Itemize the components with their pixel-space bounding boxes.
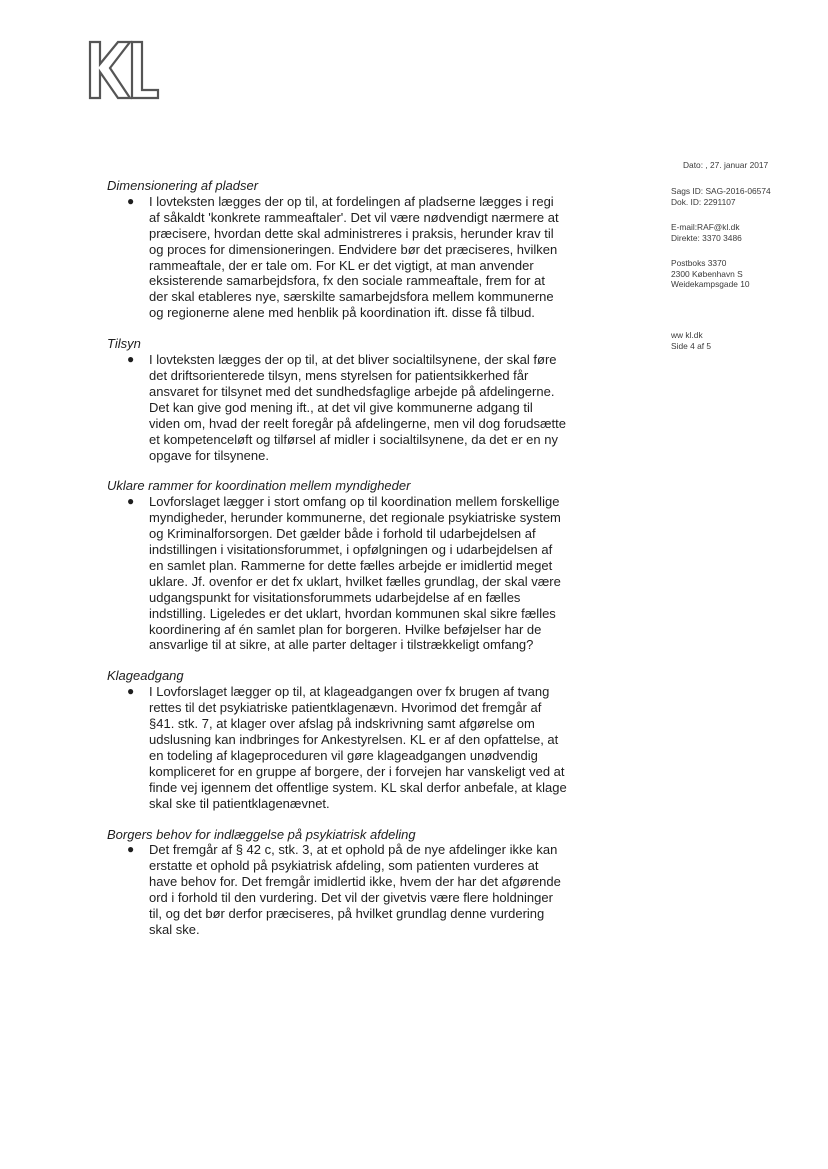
bullet-list (107, 352, 567, 463)
address-line: 2300 København S (671, 268, 743, 279)
postal-address (671, 258, 750, 290)
bullet-list (107, 494, 567, 653)
section-tilsyn (107, 336, 567, 463)
section-klageadgang (107, 668, 567, 811)
bullet-text: I Lovforslaget lægger op til, at klageadgangen over fx brugen af tvang rettes til det psykiatriske patientklagenævn. Hvorimod det fremgår af §41. stk. 7, at klager over afslag på indskrivning samt afgørelse om udslusning kan indbringes for Ankestyrelsen. KL er af den opfattelse, at en todeling af klageproceduren vil gøre klageadgangen unødvendig kompliceret for en gruppe af borgere, der i forvejen har vanskeligt ved at finde vej igennem det offentlige system. KL skal derfor anbefale, at klage skal ske til patientklagenævnet. (149, 684, 567, 811)
case-info (671, 186, 771, 207)
bullet-icon: ● (127, 842, 135, 857)
website: ww kl.dk (671, 330, 703, 340)
bullet-text: Lovforslaget lægger i stort omfang op til koordination mellem forskellige myndigheder, herunder kommunerne, det regionale psykiatriske system og Kriminalforsorgen. Det gælder både i forhold til udarbejdelsen af indstillingen i visitationsforummet, i opfølgningen og i udarbejdelsen af en samlet plan. Rammerne for dette fælles arbejde er imidlertid meget uklare. Jf. ovenfor er det fx uklart, hvilket fælles grundlag, der skal være udgangspunkt for visitationsforummets udarbejdelse af en fælles indstilling. Ligeledes er det uklart, hvordan kommunen skal sikre fælles koordinering af én samlet plan for borgeren. Hvilke beføjelser har de ansvarlige til at sikre, at alle parter deltager i tilstrækkeligt omfang? (149, 494, 561, 653)
list-item (107, 352, 567, 463)
direct-phone: Direkte: 3370 3486 (671, 232, 742, 243)
section-title: Borgers behov for indlæggelse på psykiatrisk afdeling (107, 826, 416, 842)
bullet-text: Det fremgår af § 42 c, stk. 3, at et ophold på de nye afdelinger ikke kan erstatte et ophold på psykiatrisk afdeling, som patienten vurderes at have behov for. Det fremgår imidlertid ikke, hvem der har det afgørende ord i forhold til den vurdering. Det vil der givetvis være flere holdninger til, og det bør derfor præciseres, på hvilket grundlag denne vurdering skal ske. (149, 842, 561, 937)
list-item (107, 194, 567, 321)
section-title: Uklare rammer for koordination mellem myndigheder (107, 478, 411, 494)
address-line: Postboks 3370 (671, 258, 727, 268)
section-indlaeggelse (107, 827, 567, 938)
bullet-icon: ● (127, 494, 135, 509)
list-item (107, 842, 567, 937)
address-line: Weidekampsgade 10 (671, 279, 750, 289)
list-item (107, 684, 567, 811)
contact-info (671, 222, 742, 243)
kl-logo (88, 40, 160, 100)
section-title: Dimensionering af pladser (107, 178, 259, 193)
bullet-icon: ● (127, 684, 135, 699)
list-item (107, 494, 567, 653)
bullet-icon: ● (127, 193, 135, 208)
section-dimensionering (107, 178, 567, 321)
bullet-list (107, 684, 567, 811)
bullet-list (107, 842, 567, 937)
document-id: Dok. ID: 2291107 (671, 196, 736, 207)
bullet-text: I lovteksten lægges der op til, at det bliver socialtilsynene, der skal føre det driftsorienterede tilsyn, mens styrelsen for patientsikkerhed får ansvaret for tilsynet med det sundhedsfaglige arbejde på afdelingerne. Det kan give god mening ift., at det vil give kommunerne adgang til viden om, hvad der reelt foregår på afdelingerne, men vil dog forudsætte et kompetenceløft og tilførsel af midler i socialtilsynene, da det er en ny opgave for tilsynene. (149, 352, 566, 463)
section-koordination (107, 478, 567, 653)
bullet-icon: ● (127, 352, 135, 367)
web-and-page (671, 330, 711, 351)
bullet-text: I lovteksten lægges der op til, at fordelingen af pladserne lægges i regi af såkaldt 'konkrete rammeaftaler'. Det vil være nødvendigt nærmere at præcisere, hvordan dette skal administreres i praksis, herunder krav til og proces for dimensioneringen. Endvidere bør det præciseres, hvilken rammeaftale, der er tale om. For KL er det vigtigt, at man anvender eksisterende samarbejdsfora, fx den sociale rammeaftale, frem for at der skal etableres nye, særskilte samarbejdsfora mellem kommunerne og regionerne alene med henblik på koordination ift. disse få tilbud. (149, 193, 559, 321)
email: E-mail:RAF@kl.dk (671, 222, 740, 232)
document-date: Dato: , 27. januar 2017 (683, 160, 769, 170)
case-id: Sags ID: SAG-2016-06574 (671, 186, 771, 196)
bullet-list (107, 194, 567, 321)
page-number: Side 4 af 5 (671, 340, 712, 351)
letter-body (107, 178, 567, 953)
section-title: Tilsyn (107, 336, 141, 352)
section-title: Klageadgang (107, 668, 184, 684)
